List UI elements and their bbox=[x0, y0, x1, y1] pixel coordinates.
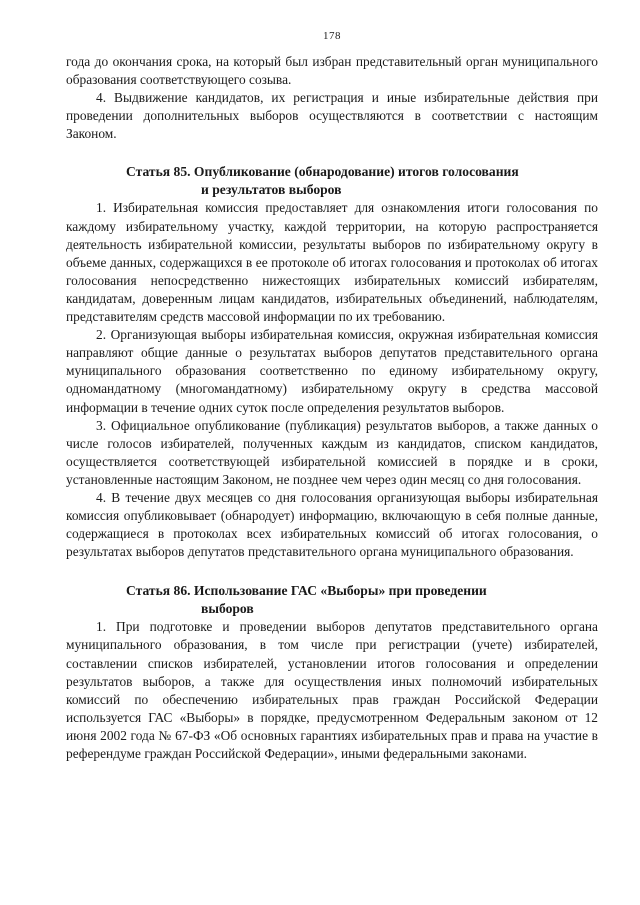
article-86-title-line2: выборов bbox=[201, 601, 254, 617]
page-number: 178 bbox=[323, 30, 341, 42]
article-86-paragraph-1: 1. При подготовке и проведении выборов депутатов представительного органа муниципального образования, в том числе при регистрации (учете) избирателей, составлении списков избирателей, установлении итогов голосования и определении результатов выборов, а также для осуществления иных полномочий избирательных комиссий по обеспечению избирательных прав граждан Российской Федерации используется ГАС «Выборы» в порядке, предусмотренном Федеральным законом от 12 июня 2002 года № 67-ФЗ «Об основных гарантиях избирательных прав и права на участие в референдуме граждан Российской Федерации», иными федеральными законами. bbox=[66, 619, 598, 761]
article-85-paragraph-4: 4. В течение двух месяцев со дня голосования организующая выборы избирательная комиссия опубликовывает (обнародует) информацию, включающую в себя полные данные, содержащиеся в протоколах всех избирательных комиссий об итогах голосования, о результатах выборов депутатов представительного органа муниципального образования. bbox=[66, 489, 598, 560]
article-85-title-line1: Статья 85. Опубликование (обнародование) итогов голосования bbox=[126, 164, 519, 180]
article-86-title-line1: Статья 86. Использование ГАС «Выборы» при проведении bbox=[126, 583, 487, 599]
article-85-title-line2: и результатов выборов bbox=[201, 182, 342, 198]
article-85-heading bbox=[126, 163, 598, 199]
section-gap bbox=[66, 143, 598, 163]
article-85-paragraph-2: 2. Организующая выборы избирательная комиссия, окружная избирательная комиссия направляют общие данные о результатах выборов депутатов представительного органа муниципального образования соответственно по единому избирательному округу, одномандатному (многомандатному) избирательному округу в средства массовой информации в течение одних суток после определения результатов выборов. bbox=[66, 327, 598, 415]
article-85-paragraph-3: 3. Официальное опубликование (публикация) результатов выборов, а также данных о числе голосов избирателей, полученных каждым из кандидатов, списком кандидатов, осуществляется соответствующей избирательной комиссией в порядке и в сроки, установленные настоящим Законом, не позднее чем через один месяц со дня голосования. bbox=[66, 417, 598, 487]
document-page bbox=[66, 0, 598, 905]
continuation-paragraph: года до окончания срока, на который был избран представительный орган муниципального образования соответствующего созыва. bbox=[66, 54, 598, 88]
paragraph-item-4: 4. Выдвижение кандидатов, их регистрация и иные избирательные действия при проведении дополнительных выборов осуществляются в соответствии с настоящим Законом. bbox=[66, 90, 598, 142]
page-content bbox=[66, 53, 598, 763]
article-86-heading bbox=[126, 582, 598, 618]
section-gap bbox=[66, 561, 598, 582]
article-85-paragraph-1: 1. Избирательная комиссия предоставляет для ознакомления итоги голосования по каждому избирательному участку, каждой территории, на которую распространяется деятельность избирательной комиссии, результаты выборов по избирательному округу в объеме данных, содержащихся в ее протоколе об итогах голосования и протоколах об итогах голосования непосредственно нижестоящих избирательных комиссий избирателям, кандидатам, доверенным лицам кандидатов, избирательных объединений, наблюдателям, представителям средств массовой информации по их требованию. bbox=[66, 200, 598, 325]
